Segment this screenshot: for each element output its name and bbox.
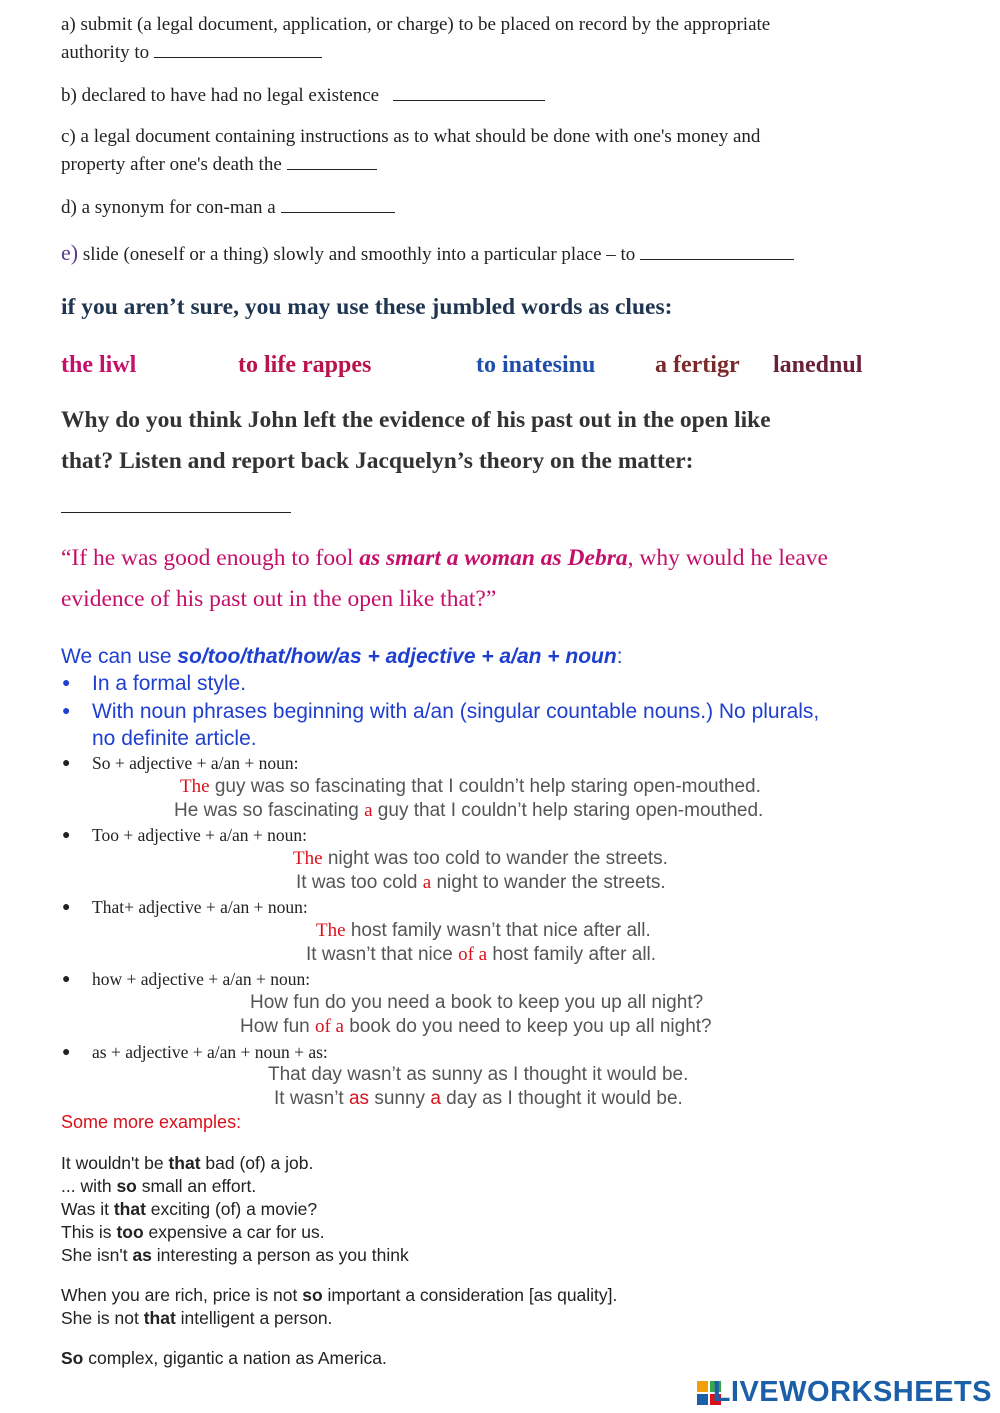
more-example-line: ... with so small an effort.: [61, 1176, 257, 1196]
question-b: b) declared to have had no legal existence: [61, 84, 545, 107]
more-example-line: She is not that intelligent a person.: [61, 1308, 333, 1328]
answer-blank-d[interactable]: [281, 196, 395, 213]
more-examples-heading: Some more examples:: [61, 1112, 242, 1132]
quote-line1: “If he was good enough to fool as smart a woman as Debra, why would he leave: [61, 545, 828, 571]
example-that-2: It wasn’t that nice of a host family after all.: [306, 944, 657, 965]
more-example-line: When you are rich, price is not so important a consideration [as quality].: [61, 1285, 618, 1305]
clues-heading: if you aren’t sure, you may use these jumbled words as clues:: [61, 294, 673, 320]
answer-blank-e[interactable]: [640, 243, 794, 260]
rule-label-that: That+ adjective + a/an + noun:: [92, 897, 308, 917]
answer-blank-b[interactable]: [393, 84, 545, 101]
rule-label-as: as + adjective + a/an + noun + as:: [92, 1042, 328, 1062]
rule-label-how: how + adjective + a/an + noun:: [92, 969, 311, 989]
example-as-1: That day wasn’t as sunny as I thought it would be.: [268, 1064, 689, 1085]
question-a-line2: authority to: [61, 41, 322, 64]
more-example-line: It wouldn't be that bad (of) a job.: [61, 1153, 314, 1173]
question-c-line2: property after one's death the: [61, 153, 377, 176]
example-too-2: It was too cold a night to wander the streets.: [296, 872, 666, 893]
example-how-1: How fun do you need a book to keep you up all night?: [250, 992, 704, 1013]
example-too-1: The night was too cold to wander the streets.: [293, 848, 668, 869]
grammar-intro: We can use so/too/that/how/as + adjective + a/an + noun:: [61, 645, 623, 668]
why-question-line1: Why do you think John left the evidence of his past out in the open like: [61, 407, 771, 433]
question-c-line1: c) a legal document containing instructions as to what should be done with one's money and: [61, 126, 761, 147]
bullet-dot-icon: ●: [62, 900, 71, 915]
why-question-line2: that? Listen and report back Jacquelyn’s theory on the matter:: [61, 448, 694, 474]
bullet-dot-icon: ●: [62, 756, 71, 771]
more-example-line: This is too expensive a car for us.: [61, 1222, 325, 1242]
clue-word-2: to life rappes: [238, 352, 372, 378]
liveworksheets-logo[interactable]: LIVEWORKSHEETS: [712, 1376, 992, 1408]
example-so-1: The guy was so fascinating that I couldn’t help staring open-mouthed.: [180, 776, 761, 797]
example-how-2: How fun of a book do you need to keep you up all night?: [240, 1016, 712, 1037]
bullet-dot-icon: ●: [62, 828, 71, 843]
more-example-line: Was it that exciting (of) a movie?: [61, 1199, 318, 1219]
rule-label-too: Too + adjective + a/an + noun:: [92, 825, 307, 845]
grammar-bullet-1: In a formal style.: [92, 672, 247, 695]
bullet-dot-icon: ●: [62, 704, 71, 719]
clue-word-1: the liwl: [61, 352, 137, 378]
example-as-2: It wasn’t as sunny a day as I thought it would be.: [274, 1088, 683, 1109]
grammar-bullet-2: With noun phrases beginning with a/an (singular countable nouns.) No plurals,: [92, 700, 820, 723]
example-so-2: He was so fascinating a guy that I couldn’t help staring open-mouthed.: [174, 800, 764, 821]
bullet-dot-icon: ●: [62, 972, 71, 987]
bullet-dot-icon: ●: [62, 1045, 71, 1060]
grammar-bullet-2-cont: no definite article.: [92, 727, 257, 750]
question-e: e) slide (oneself or a thing) slowly and smoothly into a particular place – to: [61, 240, 794, 266]
clue-word-5: lanednul: [773, 352, 863, 378]
clue-word-3: to inatesinu: [476, 352, 596, 378]
more-example-line: She isn't as interesting a person as you think: [61, 1245, 409, 1265]
rule-label-so: So + adjective + a/an + noun:: [92, 753, 299, 773]
clue-word-4: a fertigr: [655, 352, 740, 378]
bullet-dot-icon: ●: [62, 676, 71, 691]
answer-blank-c[interactable]: [287, 153, 377, 170]
example-that-1: The host family wasn’t that nice after all.: [316, 920, 651, 941]
more-example-line: So complex, gigantic a nation as America.: [61, 1348, 387, 1368]
question-a-line1: a) submit (a legal document, application, or charge) to be placed on record by the appropriate: [61, 14, 771, 35]
answer-blank-a[interactable]: [154, 41, 322, 58]
quote-line2: evidence of his past out in the open like that?”: [61, 586, 497, 612]
answer-blank-why[interactable]: [61, 512, 291, 513]
question-d: d) a synonym for con-man a: [61, 196, 395, 219]
